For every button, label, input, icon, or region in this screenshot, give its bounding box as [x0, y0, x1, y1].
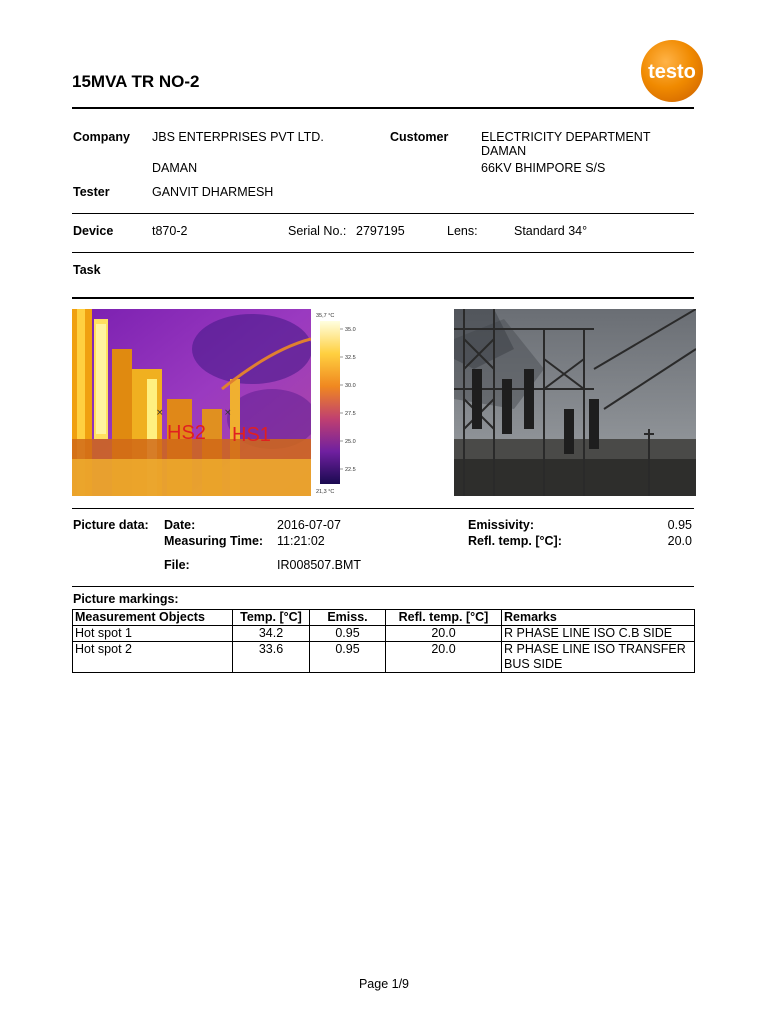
company-city: DAMAN [152, 161, 198, 175]
lens-label: Lens: [447, 224, 478, 238]
divider [72, 586, 694, 587]
task-label: Task [73, 263, 101, 277]
table-row [73, 642, 695, 673]
divider [72, 213, 694, 214]
testo-logo [640, 38, 704, 104]
lens-value: Standard 34° [514, 224, 588, 238]
time-value: 11:21:02 [277, 534, 325, 548]
date-label: Date: [164, 518, 196, 532]
col-header: Temp. [°C] [233, 610, 310, 626]
customer-name: ELECTRICITY DEPARTMENT [481, 130, 651, 144]
remarks-cell: R PHASE LINE ISO C.B SIDE [502, 626, 695, 642]
markings-table [72, 609, 695, 673]
picture-markings-title: Picture markings: [73, 592, 179, 606]
refl-cell: 20.0 [386, 642, 502, 673]
time-label: Measuring Time: [164, 534, 264, 548]
remarks-cell: R PHASE LINE ISO TRANSFER BUS SIDE [502, 642, 695, 673]
scale-tick-label: 35.0 [345, 327, 356, 333]
col-header: Emiss. [310, 610, 386, 626]
header-divider [72, 107, 694, 109]
scale-min: 21,3 °C [316, 489, 335, 495]
scale-tick-label: 32.5 [345, 355, 356, 361]
serial-label: Serial No.: [288, 224, 347, 238]
scale-tick-label: 22.5 [345, 467, 356, 473]
col-header: Refl. temp. [°C] [386, 610, 502, 626]
emissivity-label: Emissivity: [468, 518, 535, 532]
company-label: Company [73, 130, 130, 144]
temperature-scale [312, 309, 372, 496]
scale-tick-label: 30.0 [345, 383, 356, 389]
tester-name: GANVIT DHARMESH [152, 185, 274, 199]
scale-max: 35,7 °C [316, 313, 335, 319]
temp-cell: 33.6 [233, 642, 310, 673]
device-label: Device [73, 224, 114, 238]
object-cell: Hot spot 1 [73, 626, 233, 642]
picture-data-label: Picture data: [73, 518, 149, 532]
page-number: Page 1/9 [358, 977, 410, 991]
divider [72, 508, 694, 509]
col-header: Measurement Objects [73, 610, 233, 626]
file-value: IR008507.BMT [277, 558, 362, 572]
emiss-cell: 0.95 [310, 626, 386, 642]
refl-temp-label: Refl. temp. [°C]: [468, 534, 562, 548]
refl-cell: 20.0 [386, 626, 502, 642]
table-header-row [73, 610, 695, 626]
customer-label: Customer [390, 130, 449, 144]
visual-photo [454, 309, 696, 496]
refl-temp-value: 20.0 [667, 534, 692, 548]
hs2-label: HS2 [167, 422, 206, 444]
tester-label: Tester [73, 185, 110, 199]
logo-text: testo [648, 61, 696, 83]
thermal-image [72, 309, 311, 496]
svg-text:×: × [224, 408, 232, 418]
emissivity-value: 0.95 [667, 518, 692, 532]
report-title: 15MVA TR NO-2 [72, 72, 200, 91]
hs1-label: HS1 [232, 424, 271, 446]
object-cell: Hot spot 2 [73, 642, 233, 673]
serial-value: 2797195 [356, 224, 405, 238]
date-value: 2016-07-07 [277, 518, 341, 532]
col-header: Remarks [502, 610, 695, 626]
customer-city: DAMAN [481, 144, 527, 158]
temp-cell: 34.2 [233, 626, 310, 642]
device-value: t870-2 [152, 224, 188, 238]
svg-text:×: × [156, 408, 164, 418]
scale-tick-label: 25.0 [345, 439, 356, 445]
customer-site: 66KV BHIMPORE S/S [481, 161, 606, 175]
company-name: JBS ENTERPRISES PVT LTD. [152, 130, 324, 144]
file-label: File: [164, 558, 190, 572]
table-row [73, 626, 695, 642]
scale-tick-label: 27.5 [345, 411, 356, 417]
emiss-cell: 0.95 [310, 642, 386, 673]
divider [72, 252, 694, 253]
divider [72, 297, 694, 299]
